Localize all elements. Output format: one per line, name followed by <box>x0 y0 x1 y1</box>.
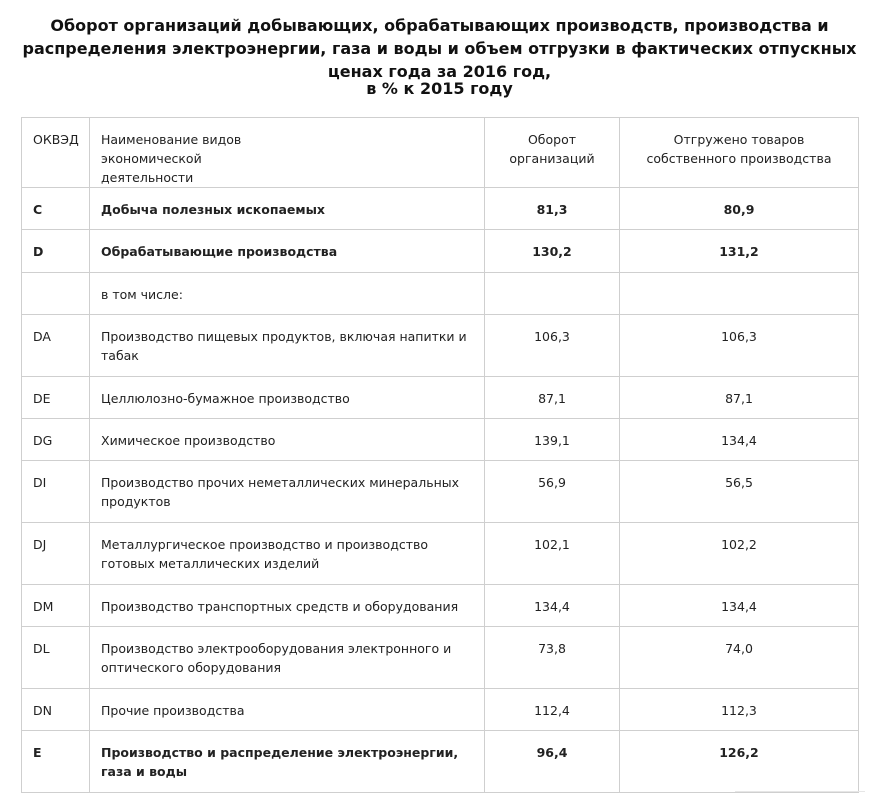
table-row <box>22 377 859 419</box>
row-code: D <box>22 230 90 273</box>
row-turnover: 134,4 <box>485 585 620 627</box>
row-turnover: 112,4 <box>485 689 620 731</box>
row-shipped: 87,1 <box>620 377 859 419</box>
row-code: DL <box>22 627 90 689</box>
row-name: Добыча полезных ископаемых <box>90 188 485 230</box>
row-turnover: 96,4 <box>485 731 620 793</box>
row-shipped: 112,3 <box>620 689 859 731</box>
table-row <box>22 585 859 627</box>
table-row <box>22 523 859 585</box>
row-turnover: 139,1 <box>485 419 620 461</box>
table-row <box>22 230 859 273</box>
table-row <box>22 461 859 523</box>
row-shipped: 134,4 <box>620 585 859 627</box>
row-name: Обрабатывающие производства <box>90 230 485 273</box>
row-name: Производство и распределение электроэнергии, газа и воды <box>90 731 485 793</box>
row-code: E <box>22 731 90 793</box>
row-shipped: 56,5 <box>620 461 859 523</box>
table-row <box>22 188 859 230</box>
row-turnover: 106,3 <box>485 315 620 377</box>
row-turnover <box>485 273 620 315</box>
row-shipped: 131,2 <box>620 230 859 273</box>
row-shipped: 102,2 <box>620 523 859 585</box>
row-code: DI <box>22 461 90 523</box>
statistics-table <box>21 117 859 793</box>
table-row <box>22 315 859 377</box>
page-subtitle: в % к 2015 году <box>366 79 513 98</box>
row-shipped: 80,9 <box>620 188 859 230</box>
row-name: в том числе: <box>90 273 485 315</box>
row-turnover: 56,9 <box>485 461 620 523</box>
row-name: Прочие производства <box>90 689 485 731</box>
header-activity-name: Наименование видов экономической деятельности <box>90 118 485 188</box>
table-row <box>22 689 859 731</box>
row-turnover: 73,8 <box>485 627 620 689</box>
row-code <box>22 273 90 315</box>
row-name: Производство прочих неметаллических минеральных продуктов <box>90 461 485 523</box>
header-shipped: Отгружено товаров собственного производства <box>620 118 859 188</box>
row-code: DJ <box>22 523 90 585</box>
row-code: DE <box>22 377 90 419</box>
header-code: ОКВЭД <box>22 118 90 188</box>
table-row <box>22 627 859 689</box>
row-shipped: 74,0 <box>620 627 859 689</box>
header-turnover: Оборот организаций <box>485 118 620 188</box>
row-turnover: 87,1 <box>485 377 620 419</box>
row-shipped: 134,4 <box>620 419 859 461</box>
row-code: DA <box>22 315 90 377</box>
row-code: DM <box>22 585 90 627</box>
row-turnover: 130,2 <box>485 230 620 273</box>
row-turnover: 102,1 <box>485 523 620 585</box>
table-header-row <box>22 118 859 188</box>
row-shipped <box>620 273 859 315</box>
row-code: C <box>22 188 90 230</box>
row-name: Производство электрооборудования электронного и оптического оборудования <box>90 627 485 689</box>
table-row <box>22 273 859 315</box>
row-shipped: 126,2 <box>620 731 859 793</box>
row-shipped: 106,3 <box>620 315 859 377</box>
row-code: DN <box>22 689 90 731</box>
table-row <box>22 419 859 461</box>
page-bottom-divider <box>735 791 865 792</box>
page-title: Оборот организаций добывающих, обрабатывающих производств, производства и распределения электроэнергии, газа и воды и объем отгрузки в фактических отпускных ценах года за 2016 год, <box>22 16 857 81</box>
row-turnover: 81,3 <box>485 188 620 230</box>
row-code: DG <box>22 419 90 461</box>
row-name: Производство транспортных средств и оборудования <box>90 585 485 627</box>
row-name: Целлюлозно-бумажное производство <box>90 377 485 419</box>
row-name: Производство пищевых продуктов, включая напитки и табак <box>90 315 485 377</box>
table-row <box>22 731 859 793</box>
row-name: Металлургическое производство и производство готовых металлических изделий <box>90 523 485 585</box>
row-name: Химическое производство <box>90 419 485 461</box>
